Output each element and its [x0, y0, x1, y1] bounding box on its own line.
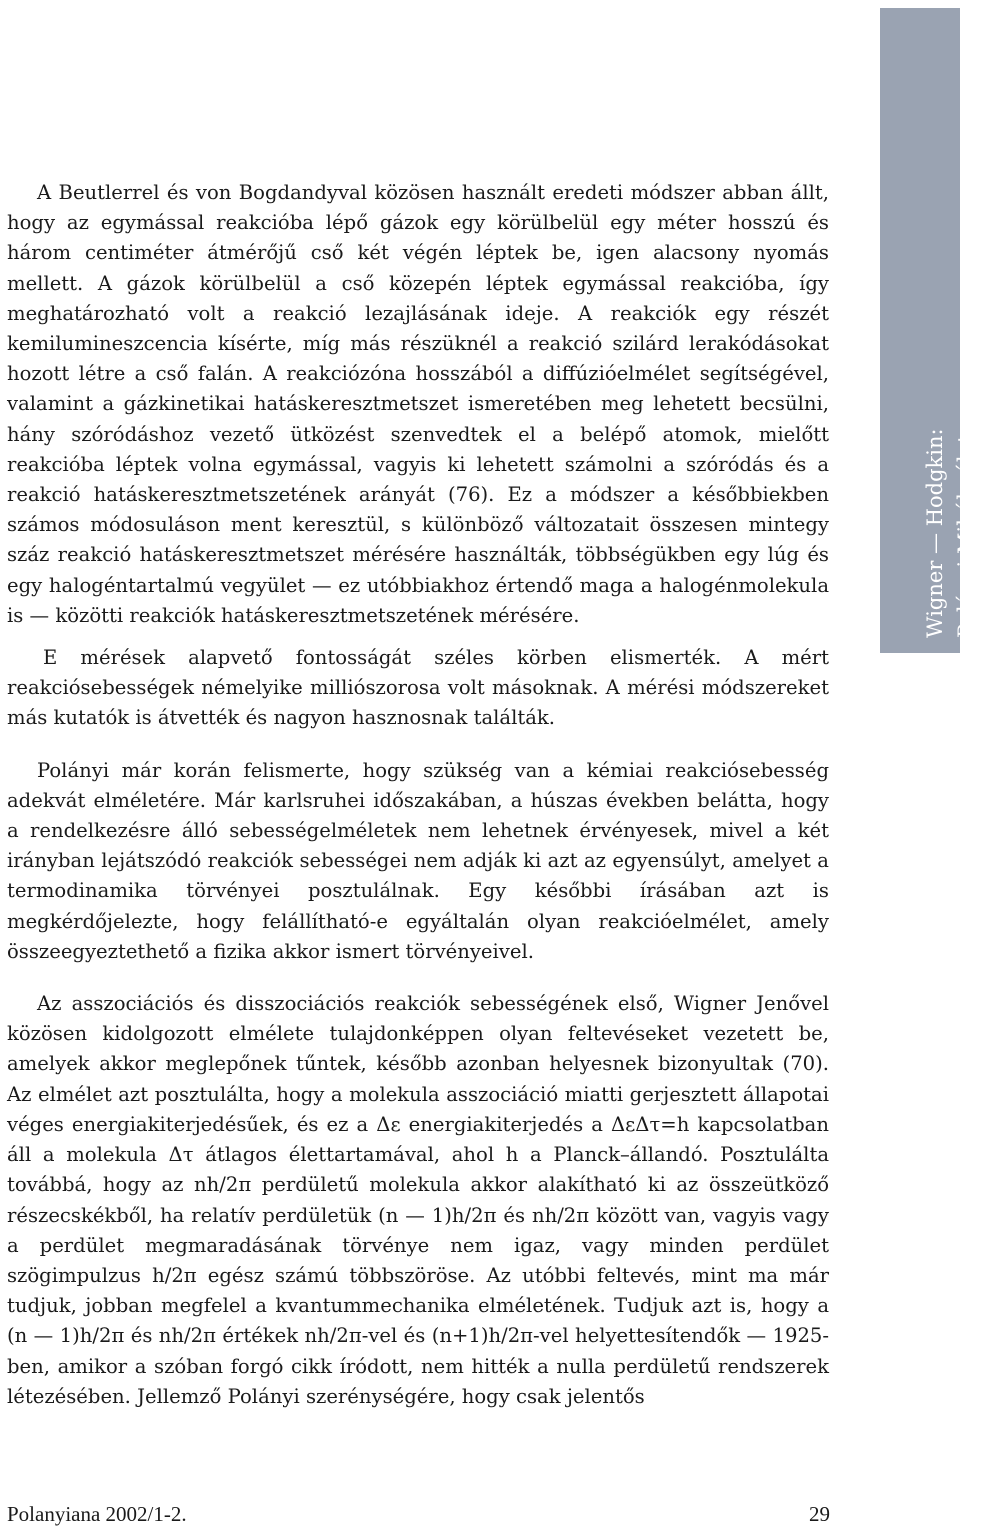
running-header-text — [920, 238, 982, 638]
paragraph-1: A Beutlerrel és von Bogdandyval közösen használt eredeti módszer abban állt, hogy az egymással reakcióba lépő gázok egy körülbelül egy méter hosszú és három centiméter átmérőjű cső két végén léptek be, igen alacsony nyomás mellett. A gázok körülbelül a cső közepén léptek egymással reakcióba, így meghatározható volt a reakció lezajlásának ideje. A reakciók egy részét kemilumineszcencia kísérte, míg más részüknél a reakció szilárd lerakódásokat hozott létre a cső falán. A reakciózóna hosszából a diffúzióelmélet segítségével, valamint a gázkinetikai hatáskeresztmetszet ismeretében meg lehetett becsülni, hány szóródáshoz vezető ütközést szenvedtek el a belépő atomok, mielőtt reakcióba léptek volna egymással, vagyis ki lehetett számolni a szóródás és a reakció hatáskeresztmetszetének arányát (76). Ez a módszer a későbbiekben számos módosuláson ment keresztül, s különböző változatait összesen mintegy száz reakció hatáskeresztmetszet mérésére használták, többségükben egy lúg és egy halogéntartalmú vegyület — ez utóbbiakhoz értendő maga a halogénmolekula is — közötti reakciók hatáskeresztmetszetének mérésére. — [7, 181, 829, 627]
running-header-title: Polányi Mihály élete — [954, 422, 978, 638]
article-body — [7, 178, 829, 1412]
paragraph-2: E mérések alapvető fontosságát széles körben elismerték. A mért reakciósebességek némelyike milliószorosa volt másoknak. A mérési módszereket más kutatók is átvették és nagyon hasznosnak találták. — [7, 646, 829, 730]
journal-footer: Polanyiana 2002/1-2. — [7, 1502, 187, 1526]
running-header-band — [880, 8, 978, 653]
paragraph-3: Polányi már korán felismerte, hogy szükség van a kémiai reakciósebesség adekvát elméletére. Már karlsruhei időszakában, a húszas években belátta, hogy a rendelkezésre álló sebességelméletek nem lehetnek érvényesek, mivel a két irányban lejátszódó reakciók sebességei nem adják ki azt az egyensúlyt, amelyet a termodinamika törvényei posztulálnak. Egy későbbi írásában azt is megkérdőjelezte, hogy felállítható-e egyáltalán olyan reakcióelmélet, amely összeegyeztethető a fizika akkor ismert törvényeivel. — [7, 758, 829, 963]
page-number: 29 — [809, 1502, 830, 1526]
running-header-authors: Wigner — Hodgkin: — [923, 428, 947, 638]
paragraph-4: Az asszociációs és disszociációs reakciók sebességének első, Wigner Jenővel közösen kidolgozott elmélete tulajdonképpen olyan feltevéseket vezetett be, amelyek akkor meglepőnek tűntek, később azonban helyesnek bizonyultak (70). Az elmélet azt posztulálta, hogy a molekula asszociáció miatti gerjesztett állapotai véges energiakiterjedésűek, és ez a Δε energiakiterjedés a ΔεΔτ=h kapcsolatban áll a molekula Δτ átlagos élettartamával, ahol h a Planck–állandó. Posztulálta továbbá, hogy az nh/2π perdületű molekula akkor alakítható ki az összeütköző részecskékből, ha relatív perdületük (n — 1)h/2π és nh/2π között van, vagyis vagy a perdület megmaradásának törvénye nem igaz, vagy minden perdület szögimpulzus h/2π egész számú többszöröse. Az utóbbi feltevés, mint ma már tudjuk, jobban megfelel a kvantummechanika elméletének. Tudjuk azt is, hogy a (n — 1)h/2π és nh/2π értékek nh/2π-vel és (n+1)h/2π-vel helyettesítendők — 1925-ben, amikor a szóban forgó cikk íródott, nem hitték a nulla perdületű rendszerek létezésében. Jellemző Polányi szerénységére, hogy csak jelentős — [7, 992, 829, 1408]
